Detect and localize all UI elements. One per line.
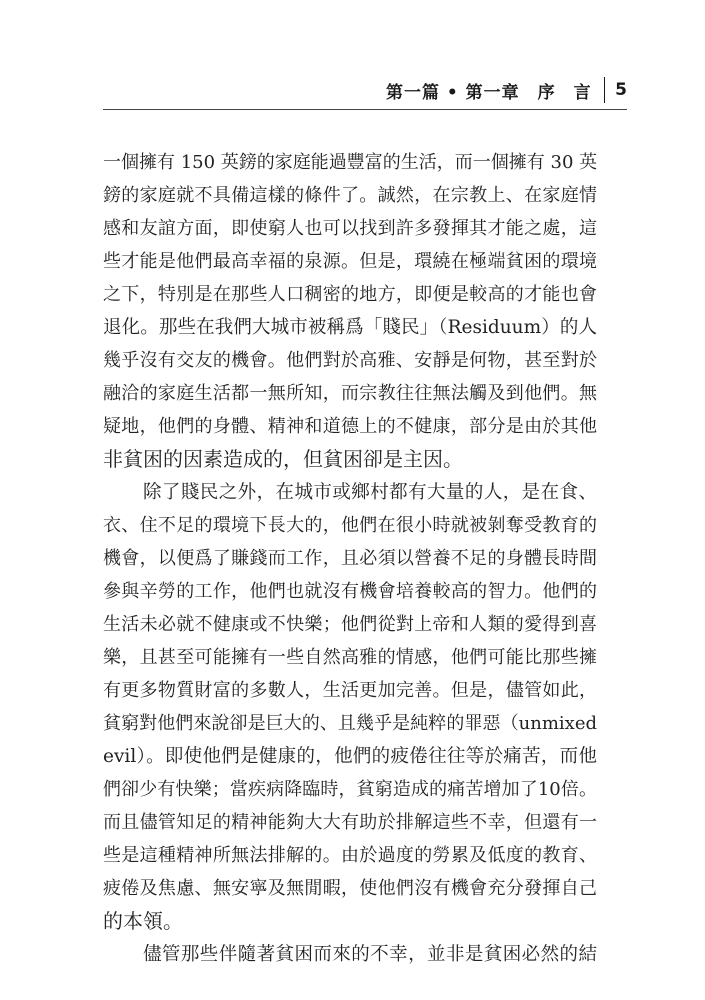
chapter-title: 第一篇 • 第一章 序 言: [385, 82, 592, 103]
text-line: 除了賤民之外，在城市或鄉村都有大量的人，是在食、: [143, 482, 597, 503]
text-line: 機會，以便爲了賺錢而工作，且必須以營養不足的身體長時間: [103, 548, 597, 569]
page-number: 5: [615, 80, 627, 100]
text-line: 的本領。: [103, 909, 183, 933]
text-line: 樂，且甚至可能擁有一些自然高雅的情感，他們可能比那些擁: [103, 647, 597, 668]
text-line: 有更多物質財富的多數人，生活更加完善。但是，儘管如此，: [103, 680, 597, 701]
header-divider: [604, 77, 606, 103]
text-line: 之下，特別是在那些人口稠密的地方，即便是較高的才能也會: [103, 284, 597, 305]
text-line: 貧窮對他們來說卻是巨大的、且幾乎是純粹的罪惡（unmixed: [103, 713, 597, 734]
text-line: evil）。即使他們是健康的，他們的疲倦往往等於痛苦，而他: [103, 746, 597, 767]
text-line: 些才能是他們最高幸福的泉源。但是，環繞在極端貧困的環境: [103, 251, 597, 272]
text-line: 而且儘管知足的精神能夠大大有助於排解這些不幸，但還有一: [103, 812, 597, 833]
text-line: 感和友誼方面，即使窮人也可以找到許多發揮其才能之處，這: [103, 218, 597, 239]
text-line: 些是這種精神所無法排解的。由於過度的勞累及低度的教育、: [103, 845, 597, 866]
header-rule: [103, 109, 627, 110]
text-line: 非貧困的因素造成的，但貧困卻是主因。: [103, 447, 463, 471]
text-line: 幾乎沒有交友的機會。他們對於高雅、安靜是何物，甚至對於: [103, 350, 597, 371]
text-line: 衣、住不足的環境下長大的，他們在很小時就被剝奪受教育的: [103, 515, 597, 536]
text-line: 們卻少有快樂；當疾病降臨時，貧窮造成的痛苦增加了10倍。: [103, 779, 597, 800]
text-line: 儘管那些伴隨著貧困而來的不幸，並非是貧困必然的結: [143, 944, 597, 965]
text-line: 融洽的家庭生活都一無所知，而宗教往往無法觸及到他們。無: [103, 383, 597, 404]
text-line: 鎊的家庭就不具備這樣的條件了。誠然，在宗教上、在家庭情: [103, 185, 597, 206]
text-line: 疑地，他們的身體、精神和道德上的不健康，部分是由於其他: [103, 416, 597, 437]
body-text: [103, 146, 597, 971]
text-line: 生活未必就不健康或不快樂；他們從對上帝和人類的愛得到喜: [103, 614, 597, 635]
text-line: 退化。那些在我們大城市被稱爲「賤民」（Residuum）的人: [103, 317, 597, 338]
running-header: [386, 76, 627, 104]
text-line: 參與辛勞的工作，他們也就沒有機會培養較高的智力。他們的: [103, 581, 597, 602]
text-line: 疲倦及焦慮、無安寧及無閒暇，使他們沒有機會充分發揮自己: [103, 878, 597, 899]
text-line: 一個擁有 150 英鎊的家庭能過豐富的生活，而一個擁有 30 英: [103, 152, 597, 173]
